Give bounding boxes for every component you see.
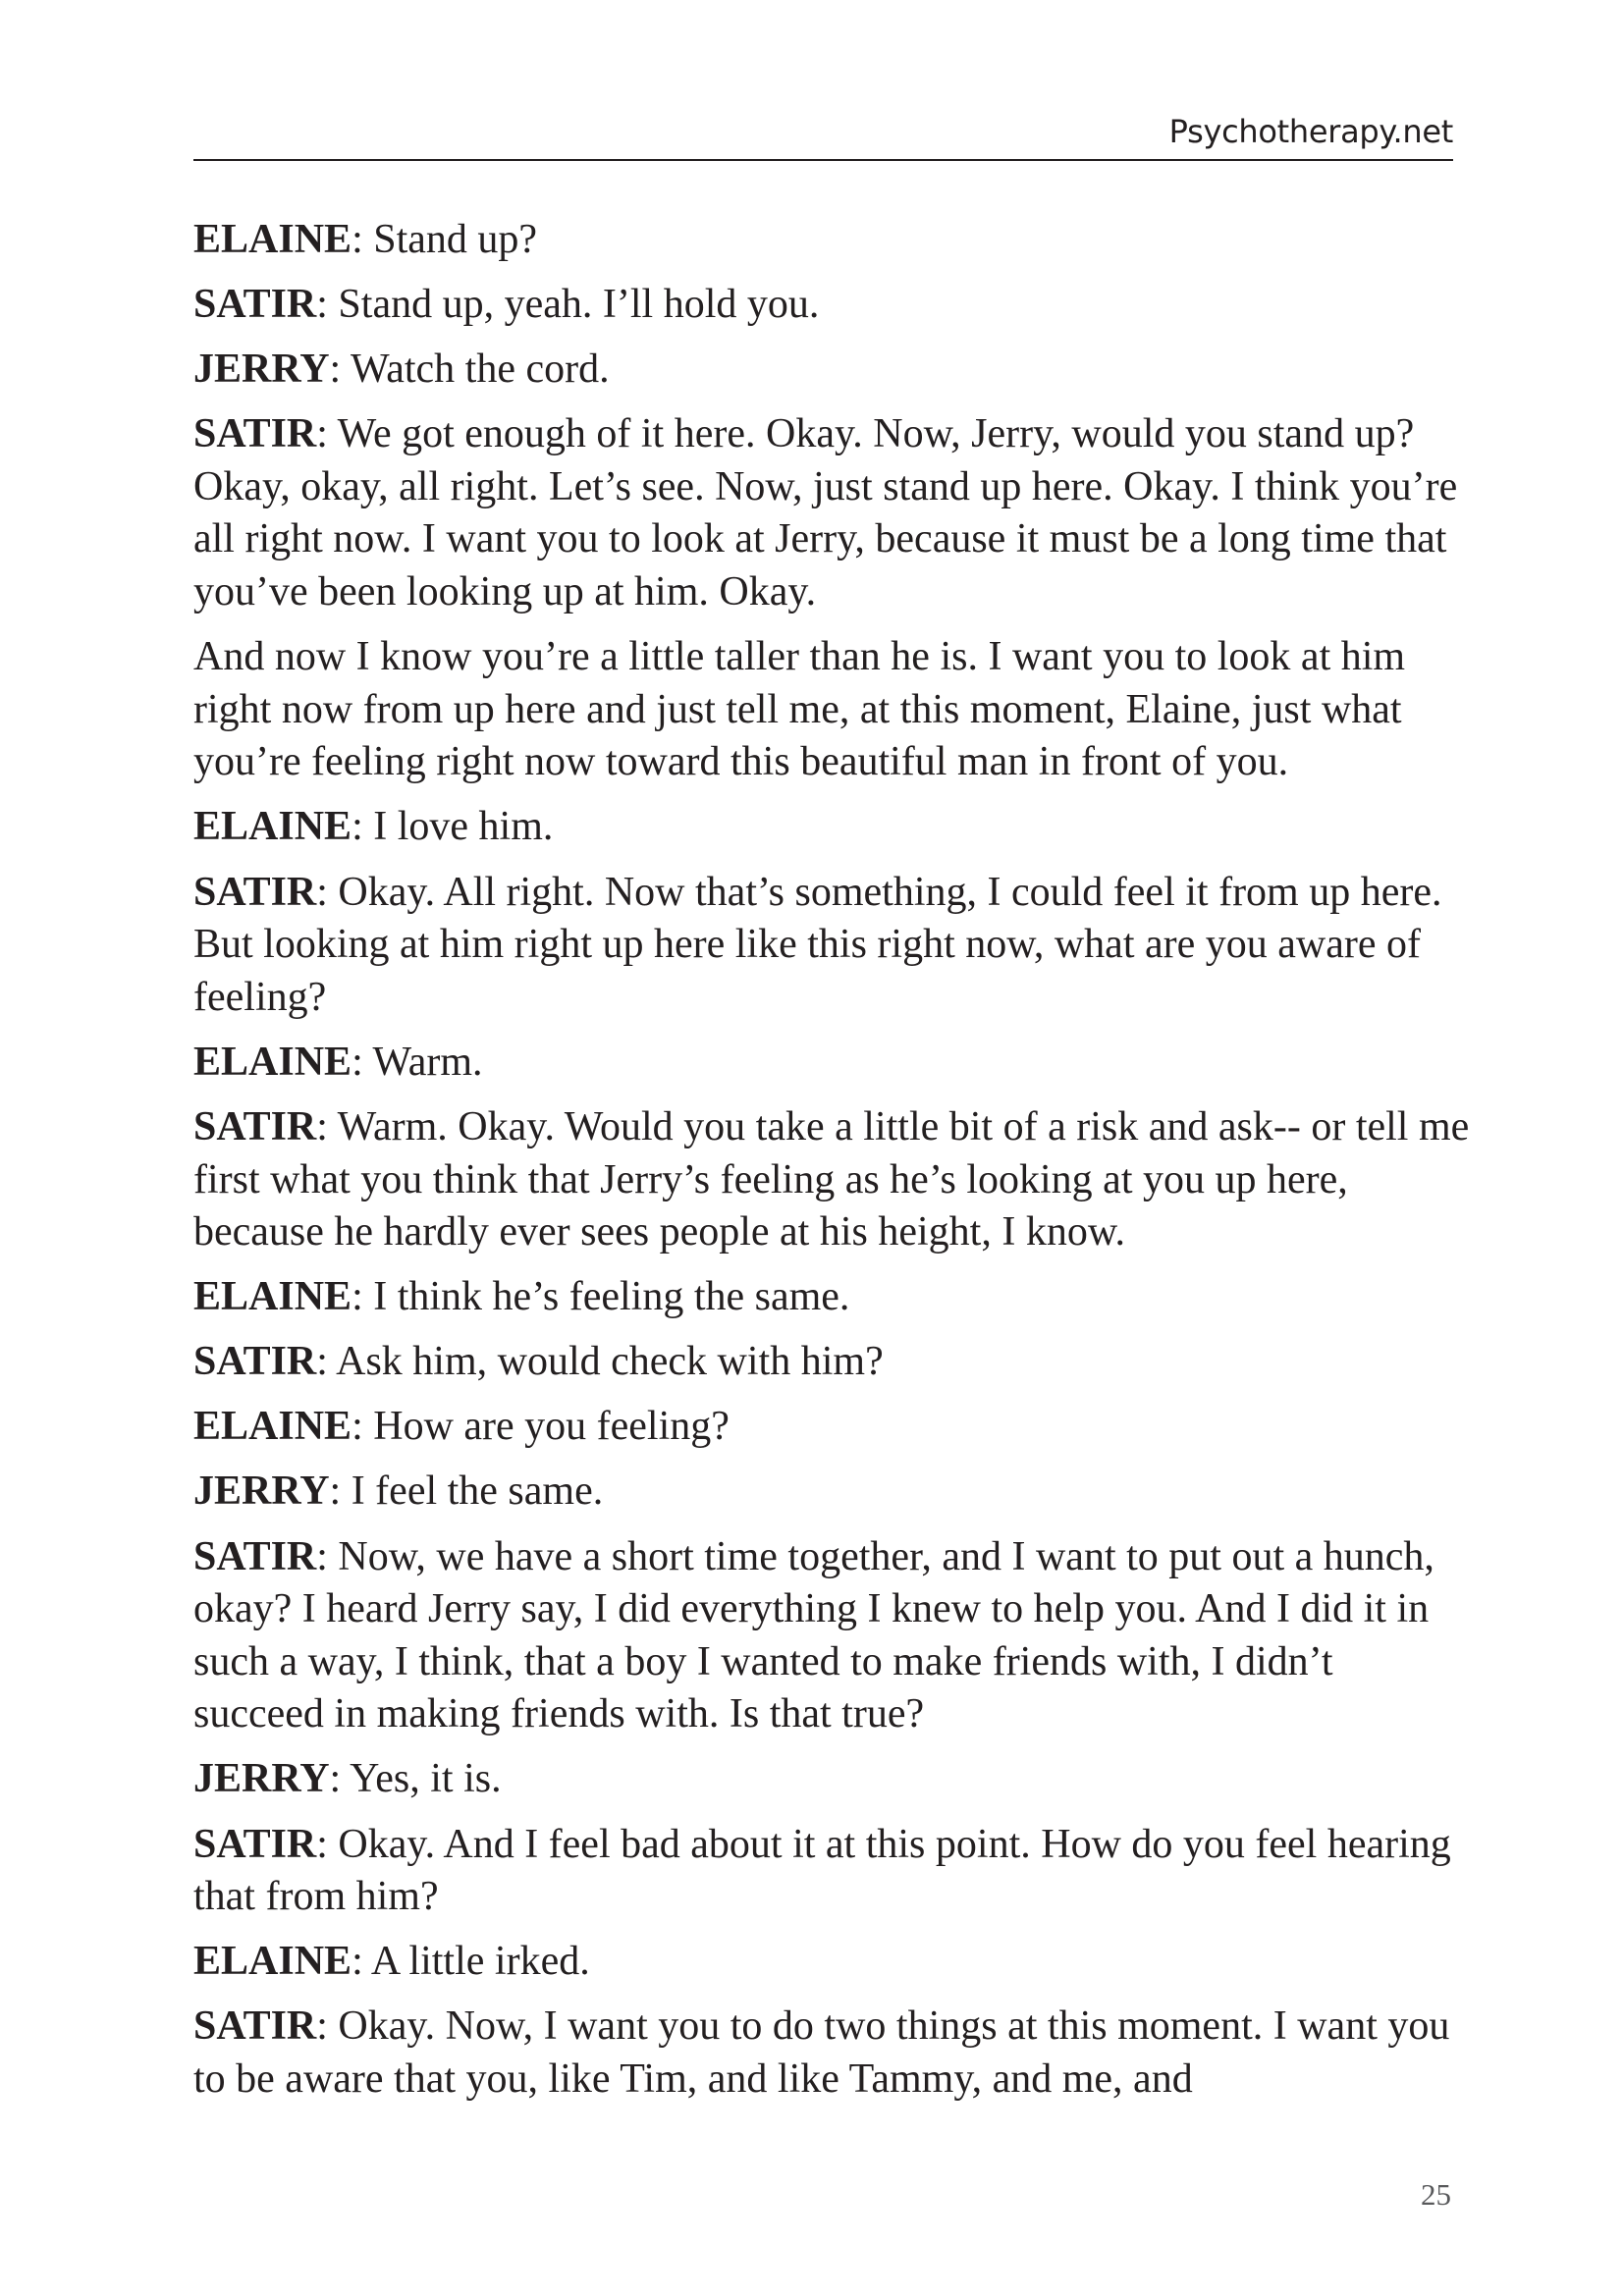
utterance-text: : Okay. All right. Now that’s something, I could feel it from up here. But looking at him right up here like this right now, what are you aware of feeling? bbox=[193, 869, 1442, 1020]
utterance-text: : Okay. And I feel bad about it at this point. How do you feel hearing that from him? bbox=[193, 1821, 1451, 1920]
utterance-text: : Ask him, would check with him? bbox=[316, 1339, 884, 1385]
utterance-text: : Yes, it is. bbox=[329, 1756, 502, 1802]
speaker-name: JERRY bbox=[193, 1756, 330, 1802]
speaker-name: SATIR bbox=[193, 1821, 317, 1867]
speaker-name: JERRY bbox=[193, 1468, 330, 1515]
transcript-paragraph bbox=[193, 1037, 1470, 1090]
speaker-name: ELAINE bbox=[193, 217, 352, 262]
utterance-text: : Watch the cord. bbox=[329, 347, 610, 393]
transcript-paragraph bbox=[193, 1401, 1470, 1454]
transcript-paragraph bbox=[193, 1753, 1470, 1806]
utterance-text: : I think he’s feeling the same. bbox=[352, 1274, 850, 1320]
utterance-text: : Warm. Okay. Would you take a little bit of a risk and ask-- or tell me first what you think that Jerry’s feeling as he’s looking at you up here, because he hardly ever sees people at his height, I know. bbox=[193, 1103, 1470, 1255]
transcript-paragraph bbox=[193, 408, 1470, 618]
page-header bbox=[193, 108, 1453, 161]
transcript-paragraph bbox=[193, 1936, 1470, 1989]
utterance-text: : Stand up? bbox=[352, 217, 538, 262]
speaker-name: ELAINE bbox=[193, 1404, 352, 1450]
page-number: 25 bbox=[1421, 2177, 1451, 2212]
speaker-name: SATIR bbox=[193, 1339, 317, 1385]
utterance-text: : Okay. Now, I want you to do two things at this moment. I want you to be aware that you, like Tim, and like Tammy, and me, and bbox=[193, 2003, 1450, 2102]
speaker-name: SATIR bbox=[193, 1103, 317, 1149]
transcript-paragraph bbox=[193, 1466, 1470, 1519]
transcript-body bbox=[193, 214, 1470, 2118]
speaker-name: SATIR bbox=[193, 869, 317, 915]
speaker-name: ELAINE bbox=[193, 1274, 352, 1320]
utterance-text: And now I know you’re a little taller than he is. I want you to look at him right now from up here and just tell me, at this moment, Elaine, just what you’re feeling right now toward this beautiful man in front of you. bbox=[193, 634, 1406, 785]
speaker-name: SATIR bbox=[193, 1533, 317, 1579]
utterance-text: : How are you feeling? bbox=[352, 1404, 730, 1450]
transcript-paragraph bbox=[193, 1101, 1470, 1259]
transcript-paragraph bbox=[193, 279, 1470, 332]
transcript-paragraph bbox=[193, 2001, 1470, 2106]
transcript-paragraph bbox=[193, 1336, 1470, 1389]
utterance-text: : Now, we have a short time together, and I want to put out a hunch, okay? I heard Jerry say, I did everything I knew to help you. And I did it in such a way, I think, that a boy I wanted to make friends with, I didn’t succeed in making friends with. Is that true? bbox=[193, 1533, 1434, 1737]
header-site-name: Psychotherapy.net bbox=[1168, 113, 1453, 150]
transcript-paragraph bbox=[193, 631, 1470, 789]
transcript-paragraph bbox=[193, 1271, 1470, 1324]
transcript-paragraph bbox=[193, 801, 1470, 854]
speaker-name: SATIR bbox=[193, 411, 317, 457]
speaker-name: ELAINE bbox=[193, 1939, 352, 1985]
transcript-paragraph bbox=[193, 214, 1470, 267]
utterance-text: : Stand up, yeah. I’ll hold you. bbox=[316, 282, 820, 328]
transcript-paragraph bbox=[193, 1531, 1470, 1741]
utterance-text: : We got enough of it here. Okay. Now, Jerry, would you stand up? Okay, okay, all right. Let’s see. Now, just stand up here. Okay. I think you’re all right now. I want you to look at Jerry, because it must be a long time that you’ve been looking up at him. Okay. bbox=[193, 411, 1458, 615]
utterance-text: : Warm. bbox=[352, 1039, 483, 1085]
speaker-name: SATIR bbox=[193, 282, 317, 328]
transcript-paragraph bbox=[193, 867, 1470, 1025]
utterance-text: : I love him. bbox=[352, 804, 554, 850]
transcript-paragraph bbox=[193, 1819, 1470, 1924]
speaker-name: JERRY bbox=[193, 347, 330, 393]
speaker-name: ELAINE bbox=[193, 804, 352, 850]
utterance-text: : I feel the same. bbox=[329, 1468, 604, 1515]
speaker-name: SATIR bbox=[193, 2003, 317, 2050]
speaker-name: ELAINE bbox=[193, 1039, 352, 1085]
utterance-text: : A little irked. bbox=[352, 1939, 590, 1985]
transcript-paragraph bbox=[193, 344, 1470, 397]
